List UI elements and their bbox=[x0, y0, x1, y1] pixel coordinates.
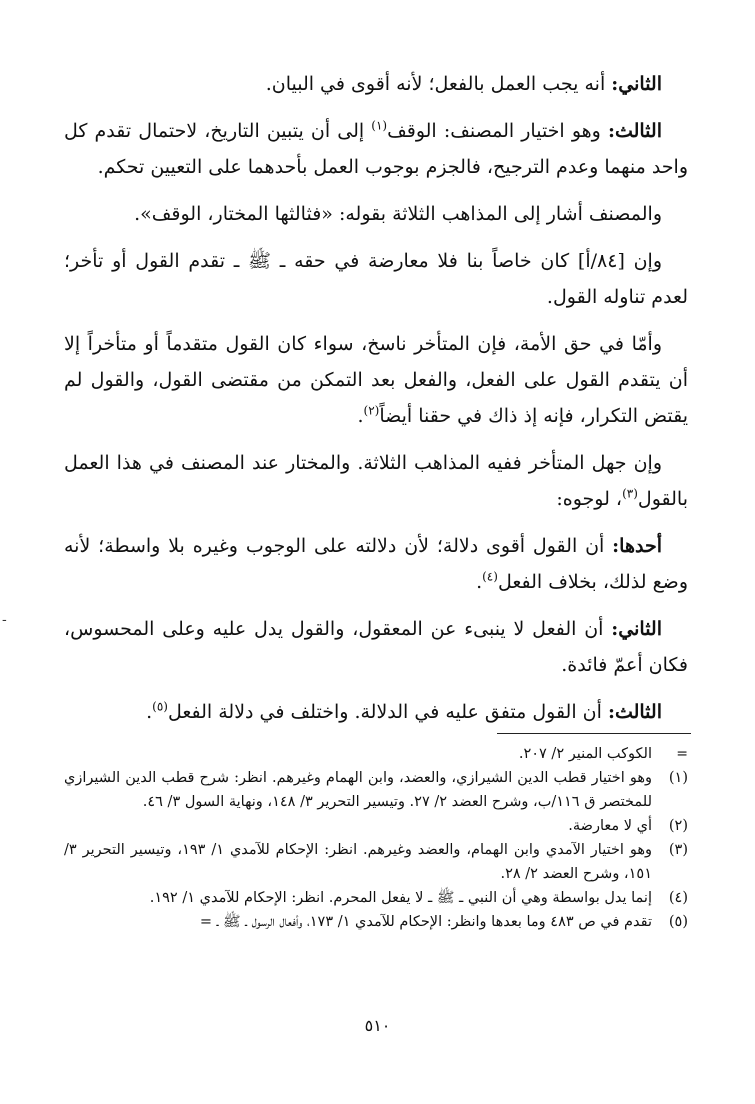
footnote-ref[interactable]: (٤) bbox=[482, 569, 498, 584]
footnote-ref[interactable]: (٢) bbox=[363, 403, 380, 418]
paragraph-3 bbox=[64, 196, 688, 232]
paragraph-text: ، لوجوه: bbox=[556, 488, 623, 510]
paragraph-text: أنه يجب العمل بالفعل؛ لأنه أقوى في البيان. bbox=[265, 73, 612, 95]
footnote-number: (٢) bbox=[668, 818, 688, 834]
footnotes bbox=[64, 742, 688, 934]
footnote-text: الكوكب المنير ٢/ ٢٠٧. bbox=[518, 746, 652, 762]
paragraph-1 bbox=[64, 66, 688, 102]
paragraph-9 bbox=[64, 694, 688, 730]
paragraph-text: . bbox=[357, 405, 364, 427]
footnote-number: (٤) bbox=[668, 890, 688, 906]
footnote-number: (٣) bbox=[668, 842, 688, 858]
footnote-divider bbox=[497, 733, 691, 734]
paragraph-text: . bbox=[476, 571, 483, 593]
paragraph-8 bbox=[64, 611, 688, 683]
paragraph-text: إلى أن يتبين التاريخ، لاحتمال تقدم كل واحد منهما وعدم الترجيح، فالجزم بوجوب العمل بأحدهما على التعيين تحكم. bbox=[64, 120, 688, 178]
footnote-2 bbox=[64, 814, 688, 838]
footnote-number: (٥) bbox=[668, 914, 688, 930]
paragraph-text: أن القول متفق عليه في الدلالة. واختلف في دلالة الفعل bbox=[167, 701, 608, 723]
footnote-ref[interactable]: (١) bbox=[371, 118, 388, 133]
footnote-number: (١) bbox=[668, 770, 688, 786]
paragraph-text: وأمّا في حق الأمة، فإن المتأخر ناسخ، سواء كان القول متقدماً أو متأخراً إلا أن يتقدم القول على الفعل، والفعل بعد التمكن من مقتضى القول، والقول لم يقتض التكرار، فإنه إذ ذاك في حقنا أيضاً bbox=[64, 333, 688, 427]
footnote-continuation bbox=[64, 742, 688, 766]
main-text bbox=[64, 66, 688, 741]
paragraph-4 bbox=[64, 243, 688, 315]
footnote-text: وهو اختيار الآمدي وابن الهمام، والعضد وغيرهم. انظر: الإحكام للآمدي ١/ ١٩٣، وتيسير التحرير ٣/ ١٥١، وشرح العضد ٢/ ٢٨. bbox=[64, 842, 653, 882]
footnote-4 bbox=[64, 886, 688, 910]
paragraph-text: . bbox=[146, 701, 153, 723]
footnote-number: = bbox=[676, 746, 688, 762]
footnote-ref[interactable]: (٥) bbox=[152, 699, 168, 714]
paragraph-text: وإن [٨٤/أ] كان خاصاً بنا فلا معارضة في حقه ـ ﷺ ـ تقدم القول أو تأخر؛ لعدم تناوله القول. bbox=[64, 250, 688, 308]
paragraph-2 bbox=[64, 113, 688, 185]
footnote-text: أي لا معارضة. bbox=[568, 818, 652, 834]
paragraph-7 bbox=[64, 528, 688, 600]
footnote-5 bbox=[64, 910, 688, 934]
paragraph-text: وإن جهل المتأخر ففيه المذاهب الثلاثة. والمختار عند المصنف في هذا العمل بالقول bbox=[64, 452, 688, 510]
footnote-3 bbox=[64, 838, 688, 886]
paragraph-lead: الثاني: bbox=[611, 618, 662, 640]
paragraph-lead: الثاني: bbox=[611, 73, 662, 95]
footnote-text: تقدم في ص ٤٨٣ وما بعدها وانظر: الإحكام للآمدي ١/ ١٧٣، وأفعال الرسول ـ ﷺ ـ = bbox=[199, 914, 652, 930]
footnote-text: وهو اختيار قطب الدين الشيرازي، والعضد، وابن الهمام وغيرهم. انظر: شرح قطب الدين الشيرازي للمختصر ق ١١٦/ب، وشرح العضد ٢/ ٢٧. وتيسير التحرير ٣/ ١٤٨، ونهاية السول ٣/ ٤٦. bbox=[64, 770, 652, 810]
paragraph-text: أن القول أقوى دلالة؛ لأن دلالته على الوجوب وغيره بلا واسطة؛ لأنه وضع لذلك، بخلاف الفعل bbox=[64, 535, 688, 593]
paragraph-lead: الثالث: bbox=[607, 120, 662, 142]
paragraph-lead: الثالث: bbox=[607, 701, 662, 723]
paragraph-text: أن الفعل لا ينبىء عن المعقول، والقول يدل عليه وعلى المحسوس، فكان أعمّ فائدة. bbox=[64, 618, 688, 676]
paragraph-lead: أحدها: bbox=[612, 535, 662, 557]
paragraph-6 bbox=[64, 445, 688, 517]
footnote-text: إنما يدل بواسطة وهي أن النبي ـ ﷺ ـ لا يفعل المحرم. انظر: الإحكام للآمدي ١/ ١٩٢. bbox=[149, 890, 652, 906]
page-number: ٥١٠ bbox=[364, 1016, 391, 1035]
footnote-1 bbox=[64, 766, 688, 814]
paragraph-text: والمصنف أشار إلى المذاهب الثلاثة بقوله: «فثالثها المختار، الوقف». bbox=[134, 203, 662, 225]
paragraph-5 bbox=[64, 326, 688, 434]
paragraph-text: وهو اختيار المصنف: الوقف bbox=[387, 120, 608, 142]
footnote-ref[interactable]: (٣) bbox=[622, 486, 638, 501]
margin-mark: - bbox=[2, 612, 7, 628]
